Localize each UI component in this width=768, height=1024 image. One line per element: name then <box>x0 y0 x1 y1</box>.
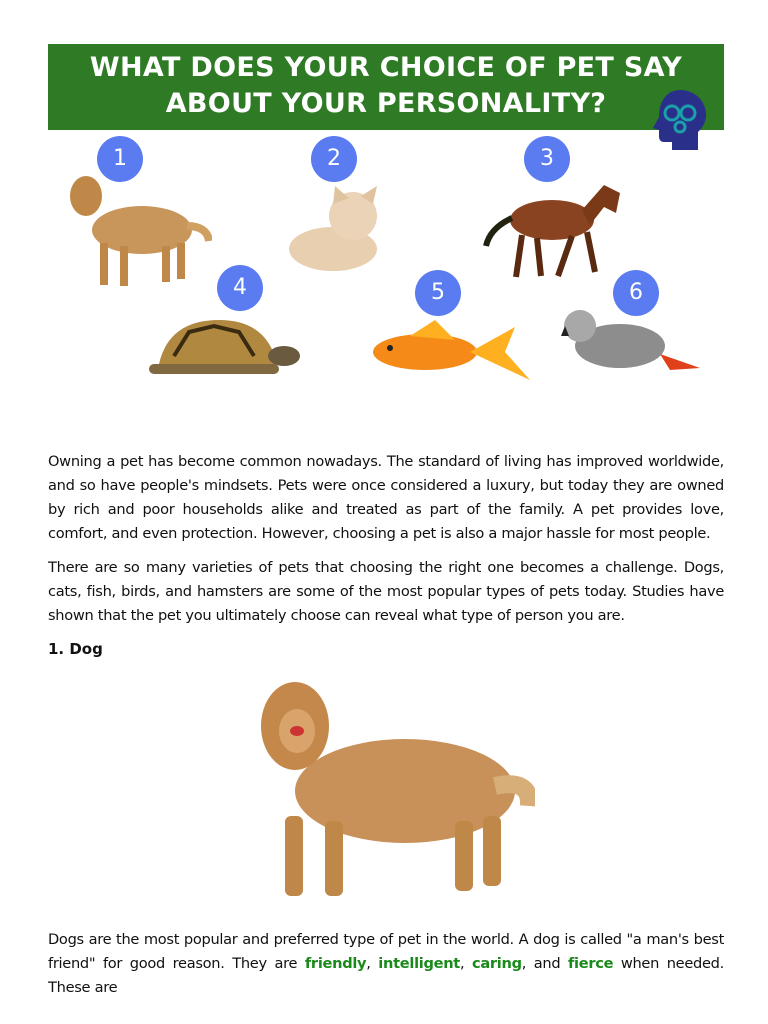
section-heading-dog: 1. Dog <box>48 640 103 658</box>
title-line-2: ABOUT YOUR PERSONALITY? <box>165 88 607 119</box>
parrot-image <box>560 306 704 392</box>
trait-friendly: friendly <box>304 955 367 972</box>
pet-number-3: 3 <box>524 136 570 182</box>
intro-paragraph-2: There are so many varieties of pets that choosing the right one becomes a challenge. Dogs, cats, fish, birds, and hamsters are some of the most popular types of pets today. Studies have shown that the pet you ultimately choose can reveal what type of person you are. <box>48 559 724 624</box>
pet-number-2: 2 <box>311 136 357 182</box>
separator: , <box>366 955 379 972</box>
dog-image <box>62 168 212 290</box>
dog-photo <box>255 676 535 904</box>
pet-number-1: 1 <box>97 136 143 182</box>
pet-number-5: 5 <box>415 270 461 316</box>
dog-text: Dogs are the most popular and preferred type of pet in the world. A dog is called "a man's best friend" for good reason. They are <box>48 931 724 972</box>
head-gears-icon <box>650 86 710 152</box>
pet-number-4: 4 <box>217 265 263 311</box>
separator: , and <box>521 955 568 972</box>
pet-number-6: 6 <box>613 270 659 316</box>
separator: , <box>459 955 472 972</box>
cat-image <box>273 184 391 276</box>
dog-paragraph <box>48 928 724 1000</box>
horse-image <box>482 180 624 280</box>
trait-intelligent: intelligent <box>378 955 460 972</box>
dog-text-end: when needed. These are <box>48 955 724 996</box>
title-banner <box>48 44 724 130</box>
trait-caring: caring <box>472 955 522 972</box>
intro-paragraph-1: Owning a pet has become common nowadays. The standard of living has improved worldwide, and so have people's mindsets. Pets were once considered a luxury, but today they are owned by rich and poor households alike and treated as part of the family. A pet provides love, comfort, and even protection. However, choosing a pet is also a major hassle for most people. <box>48 453 724 542</box>
goldfish-image <box>370 318 536 394</box>
tortoise-image <box>144 316 306 386</box>
trait-fierce: fierce <box>567 955 614 972</box>
title-line-1: WHAT DOES YOUR CHOICE OF PET SAY <box>89 52 683 83</box>
